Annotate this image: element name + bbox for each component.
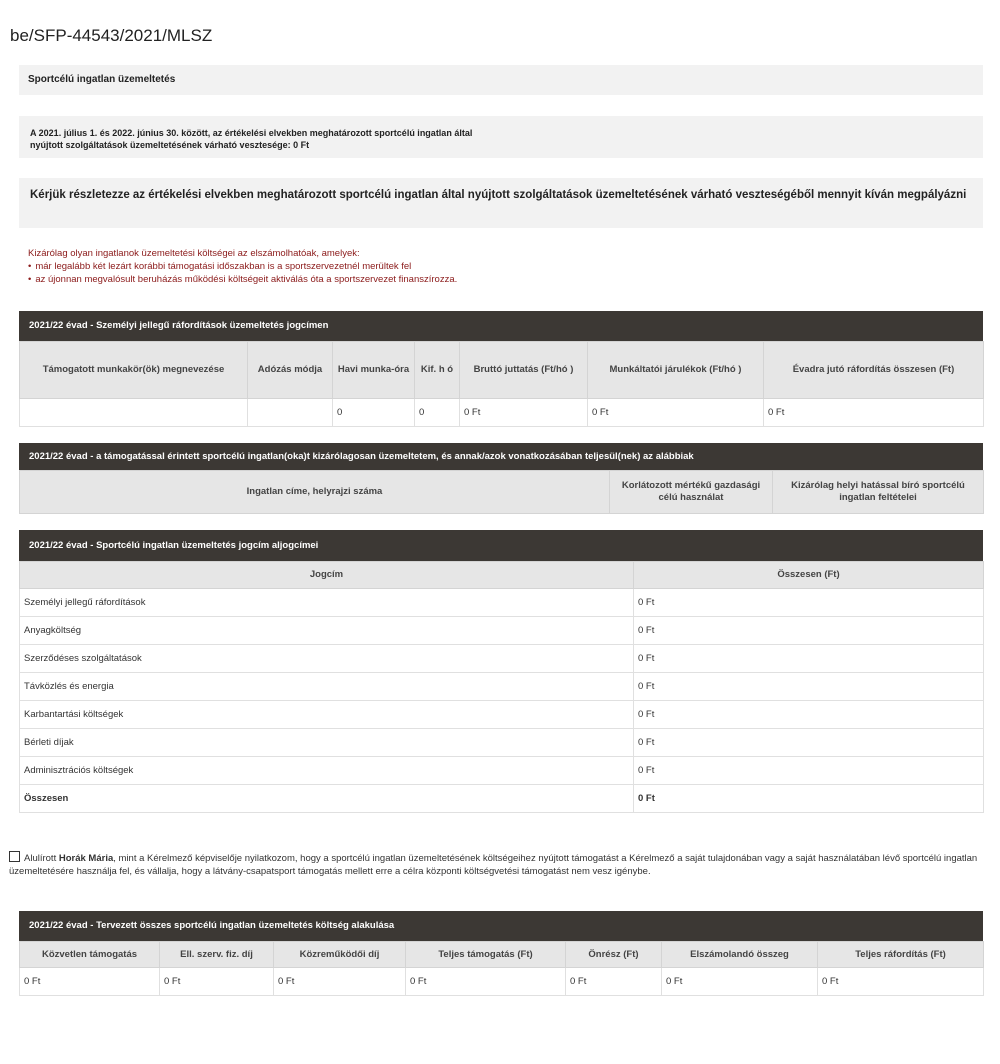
table-cell: 0 Ft <box>460 399 588 427</box>
col-header: Korlátozott mértékű gazdasági célú használat <box>610 471 773 514</box>
row-value: 0 Ft <box>634 589 984 617</box>
table-cell: 0 <box>415 399 460 427</box>
representative-name: Horák Mária <box>58 853 114 864</box>
request-text: Kérjük részletezze az értékelési elvekben meghatározott sportcélú ingatlan által nyújtott szolgáltatások üzemeltetésének várható veszteségéből mennyit kíván megpályázni <box>19 178 983 228</box>
subtitles-header-row <box>20 562 984 589</box>
loss-statement-line2: nyújtott szolgáltatások üzemeltetésének várható vesztesége: 0 Ft <box>30 140 310 150</box>
table-cell: 0 <box>333 399 415 427</box>
subtitles-section-title: 2021/22 évad - Sportcélú ingatlan üzemeltetés jogcím aljogcímei <box>19 530 983 561</box>
table-row <box>20 617 984 645</box>
col-header: Havi munka-óra <box>333 342 415 399</box>
row-value: 0 Ft <box>634 645 984 673</box>
row-label: Személyi jellegű ráfordítások <box>20 589 634 617</box>
personnel-section <box>19 311 983 427</box>
property-header-row <box>20 471 984 514</box>
col-header: Ingatlan címe, helyrajzi száma <box>20 471 610 514</box>
property-table <box>19 470 984 514</box>
table-cell: 0 Ft <box>406 968 566 996</box>
row-value: 0 Ft <box>634 617 984 645</box>
col-header: Ell. szerv. fiz. díj <box>160 942 274 968</box>
table-row <box>20 399 984 427</box>
col-header: Évadra jutó ráfordítás összesen (Ft) <box>764 342 984 399</box>
subtitles-table <box>19 561 984 813</box>
col-header: Jogcím <box>20 562 634 589</box>
col-header: Önrész (Ft) <box>566 942 662 968</box>
row-value: 0 Ft <box>634 757 984 785</box>
col-header: Bruttó juttatás (Ft/hó ) <box>460 342 588 399</box>
table-cell <box>20 399 248 427</box>
personnel-table <box>19 341 984 427</box>
table-cell <box>248 399 333 427</box>
declaration-checkbox[interactable] <box>9 851 20 862</box>
property-section-title: 2021/22 évad - a támogatással érintett sportcélú ingatlan(oka)t kizárólagosan üzemeltetem, és annak/azok vonatkozásában teljesül(nek) az alábbiak <box>19 443 983 470</box>
table-cell: 0 Ft <box>566 968 662 996</box>
col-header: Közvetlen támogatás <box>20 942 160 968</box>
table-cell: 0 Ft <box>20 968 160 996</box>
row-value: 0 Ft <box>634 673 984 701</box>
table-row <box>20 589 984 617</box>
table-row <box>20 729 984 757</box>
col-header: Közreműködői díj <box>274 942 406 968</box>
costs-table <box>19 941 984 996</box>
table-cell: 0 Ft <box>274 968 406 996</box>
loss-statement <box>19 116 983 158</box>
table-cell: 0 Ft <box>764 399 984 427</box>
row-label: Szerződéses szolgáltatások <box>20 645 634 673</box>
col-header: Kizárólag helyi hatással bíró sportcélú ingatlan feltételei <box>773 471 984 514</box>
notice-item: • az újonnan megvalósult beruházás működési költségeit aktiválás óta a sportszervezet finanszírozza. <box>28 273 457 286</box>
property-section <box>19 443 983 514</box>
col-header: Teljes ráfordítás (Ft) <box>818 942 984 968</box>
costs-section-title: 2021/22 évad - Tervezett összes sportcélú ingatlan üzemeltetés költség alakulása <box>19 911 983 941</box>
row-label: Karbantartási költségek <box>20 701 634 729</box>
table-row <box>20 673 984 701</box>
row-label: Adminisztrációs költségek <box>20 757 634 785</box>
row-label: Távközlés és energia <box>20 673 634 701</box>
col-header: Adózás módja <box>248 342 333 399</box>
row-label: Anyagköltség <box>20 617 634 645</box>
subtitles-section <box>19 530 983 813</box>
eligibility-notice <box>28 247 457 286</box>
declaration-text: , mint a Kérelmező képviselője nyilatkozom, hogy a sportcélú ingatlan üzemeltetésének költségeihez nyújtott támogatást a Kérelmező a saját tulajdonában vagy a saját használatában lévő sportcélú ingatlan üzemeltetésére használja fel, és vállalja, hogy a látvány-csapatsport támogatás mellett erre a célra központi költségvetési támogatást nem vesz igénybe. <box>9 853 978 877</box>
col-header: Elszámolandó összeg <box>662 942 818 968</box>
col-header: Összesen (Ft) <box>634 562 984 589</box>
declaration-prefix: Alulírott <box>24 853 59 864</box>
notice-list <box>28 260 457 286</box>
document-id: be/SFP-44543/2021/MLSZ <box>10 26 213 45</box>
table-cell: 0 Ft <box>160 968 274 996</box>
table-cell: 0 Ft <box>588 399 764 427</box>
col-header: Teljes támogatás (Ft) <box>406 942 566 968</box>
table-cell: 0 Ft <box>818 968 984 996</box>
personnel-section-title: 2021/22 évad - Személyi jellegű ráfordítások üzemeltetés jogcímen <box>19 311 983 341</box>
table-row <box>20 757 984 785</box>
notice-item: • már legalább két lezárt korábbi támogatási időszakban is a sportszervezetnél merültek fel <box>28 260 457 273</box>
personnel-header-row <box>20 342 984 399</box>
row-value: 0 Ft <box>634 729 984 757</box>
total-label: Összesen <box>20 785 634 813</box>
costs-section <box>19 911 983 996</box>
col-header: Munkáltatói járulékok (Ft/hó ) <box>588 342 764 399</box>
costs-header-row <box>20 942 984 968</box>
table-row <box>20 645 984 673</box>
section-title: Sportcélú ingatlan üzemeltetés <box>19 65 983 95</box>
row-label: Bérleti díjak <box>20 729 634 757</box>
row-value: 0 Ft <box>634 701 984 729</box>
col-header: Kif. h ó <box>415 342 460 399</box>
total-row <box>20 785 984 813</box>
table-cell: 0 Ft <box>662 968 818 996</box>
table-row <box>20 701 984 729</box>
notice-intro: Kizárólag olyan ingatlanok üzemeltetési költségei az elszámolhatóak, amelyek: <box>28 248 360 259</box>
total-value: 0 Ft <box>634 785 984 813</box>
declaration <box>9 851 994 878</box>
col-header: Támogatott munkakör(ök) megnevezése <box>20 342 248 399</box>
table-row <box>20 968 984 996</box>
loss-statement-line1: A 2021. július 1. és 2022. június 30. között, az értékelési elvekben meghatározott sportcélú ingatlan által <box>30 128 473 138</box>
